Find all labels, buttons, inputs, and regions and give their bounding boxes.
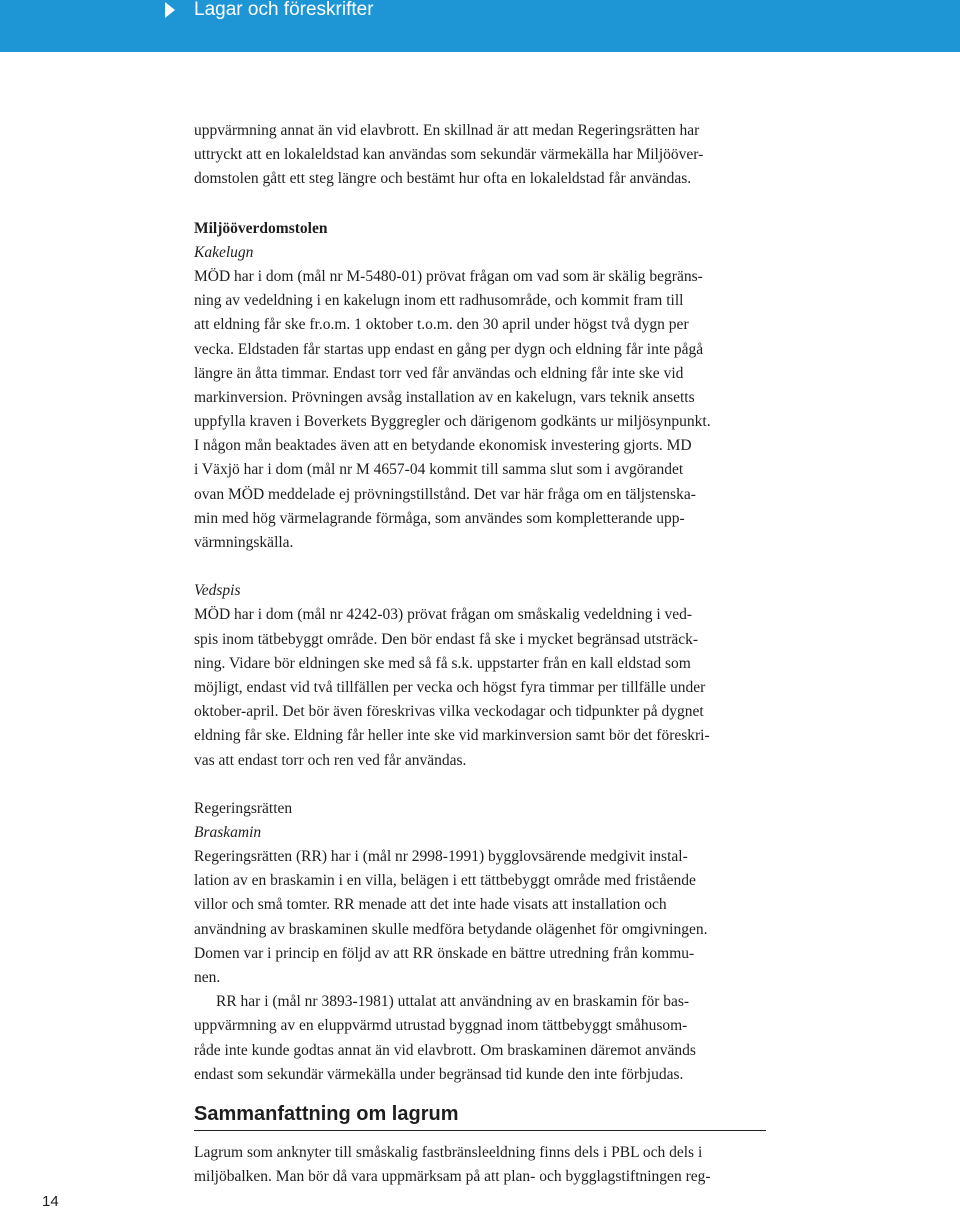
triangle-right-icon	[165, 2, 175, 18]
text-line: nen.	[194, 969, 221, 986]
text-line: markinversion. Prövningen avsåg installation av en kakelugn, vars teknik ansetts	[194, 388, 695, 406]
text-line: i Växjö har i dom (mål nr M 4657-04 kommit till samma slut som i avgörandet	[194, 461, 684, 479]
text-line: längre än åtta timmar. Endast torr ved får användas och eldning får inte ske vid	[194, 364, 684, 382]
text-line: Lagrum som anknyter till småskalig fastbränsleeldning finns dels i PBL och dels i	[194, 1143, 703, 1161]
text-line: ning. Vidare bör eldningen ske med så få s.k. uppstarter från en kall eldstad som	[194, 654, 691, 672]
text-line: att eldning får ske fr.o.m. 1 oktober t.o.m. den 30 april under högst två dygn per	[194, 316, 689, 334]
header-bar	[0, 0, 960, 52]
text-line: Regeringsrätten (RR) har i (mål nr 2998-1991) bygglovsärende medgivit instal-	[194, 848, 688, 866]
text-line: vecka. Eldstaden får startas upp endast en gång per dygn och eldning får inte pågå	[194, 340, 704, 358]
text-line: uppvärmning annat än vid elavbrott. En skillnad är att medan Regeringsrätten har	[194, 122, 700, 139]
text-line: domstolen gått ett steg längre och bestämt hur ofta en lokaleldstad får användas.	[194, 170, 692, 188]
text-line: råde inte kunde godtas annat än vid elavbrott. Om braskaminen däremot används	[194, 1041, 696, 1059]
text-line: MÖD har i dom (mål nr 4242-03) prövat frågan om småskalig vedeldning i ved-	[194, 606, 693, 624]
mod-section	[194, 217, 768, 556]
vedspis-section	[194, 579, 768, 773]
text-line: spis inom tätbebyggt område. Den bör endast få ske i mycket begränsad utsträck-	[194, 630, 699, 648]
text-line: endast som sekundär värmekälla under begränsad tid kunde den inte förbjudas.	[194, 1065, 684, 1083]
subheading-kakelugn: Kakelugn	[194, 243, 254, 261]
text-line: min med hög värmelagrande förmåga, som användes som kompletterande upp-	[194, 509, 685, 527]
text-line: I någon mån beaktades även att en betydande ekonomisk investering gjorts. MD	[194, 437, 692, 455]
text-line: RR har i (mål nr 3893-1981) uttalat att användning av en braskamin för bas-	[216, 993, 690, 1011]
section-header-title: Lagar och föreskrifter	[194, 0, 374, 20]
text-line: oktober-april. Det bör även föreskrivas vilka veckodagar och tidpunkter på dygnet	[194, 703, 704, 721]
intro-paragraph	[194, 119, 768, 192]
text-line: värmningskälla.	[194, 534, 294, 551]
summary-paragraph	[194, 1141, 768, 1189]
text-line: uttryckt att en lokaleldstad kan användas som sekundär värmekälla har Miljööver-	[194, 146, 704, 164]
text-line: ovan MÖD meddelade ej prövningstillstånd. Det var här fråga om en täljstenska-	[194, 485, 696, 503]
text-line: uppvärmning av en eluppvärmd utrustad byggnad inom tättbebyggt småhusom-	[194, 1017, 688, 1035]
page-number: 14	[42, 1193, 59, 1210]
section-heading: Miljööverdomstolen	[194, 219, 328, 237]
summary-title: Sammanfattning om lagrum	[194, 1101, 766, 1131]
text-line: lation av en braskamin i en villa, belägen i ett tättbebyggt område med fristående	[194, 872, 696, 890]
subheading-vedspis: Vedspis	[194, 582, 241, 600]
text-line: möjligt, endast vid två tillfällen per vecka och högst fyra timmar per tillfälle under	[194, 678, 706, 696]
section-heading: Regeringsrätten	[194, 799, 293, 817]
text-line: eldning får ske. Eldning får heller inte ske vid markinversion samt bör det föreskri-	[194, 727, 710, 745]
rr-section	[194, 797, 768, 1087]
text-line: uppfylla kraven i Boverkets Byggregler och därigenom godkänts ur miljösynpunkt.	[194, 413, 711, 431]
text-line: vas att endast torr och ren ved får användas.	[194, 751, 467, 769]
text-line: MÖD har i dom (mål nr M-5480-01) prövat frågan om vad som är skälig begräns-	[194, 267, 703, 285]
subheading-braskamin: Braskamin	[194, 823, 262, 841]
text-line: användning av braskaminen skulle medföra betydande olägenhet för omgivningen.	[194, 920, 708, 938]
text-line: miljöbalken. Man bör då vara uppmärksam på att plan- och bygglagstiftningen reg-	[194, 1168, 711, 1186]
text-line: Domen var i princip en följd av att RR önskade en bättre utredning från kommu-	[194, 944, 695, 962]
text-line: ning av vedeldning i en kakelugn inom ett radhusområde, och kommit fram till	[194, 292, 684, 310]
text-line: villor och små tomter. RR menade att det inte hade visats att installation och	[194, 896, 667, 914]
page-content	[194, 119, 768, 1189]
